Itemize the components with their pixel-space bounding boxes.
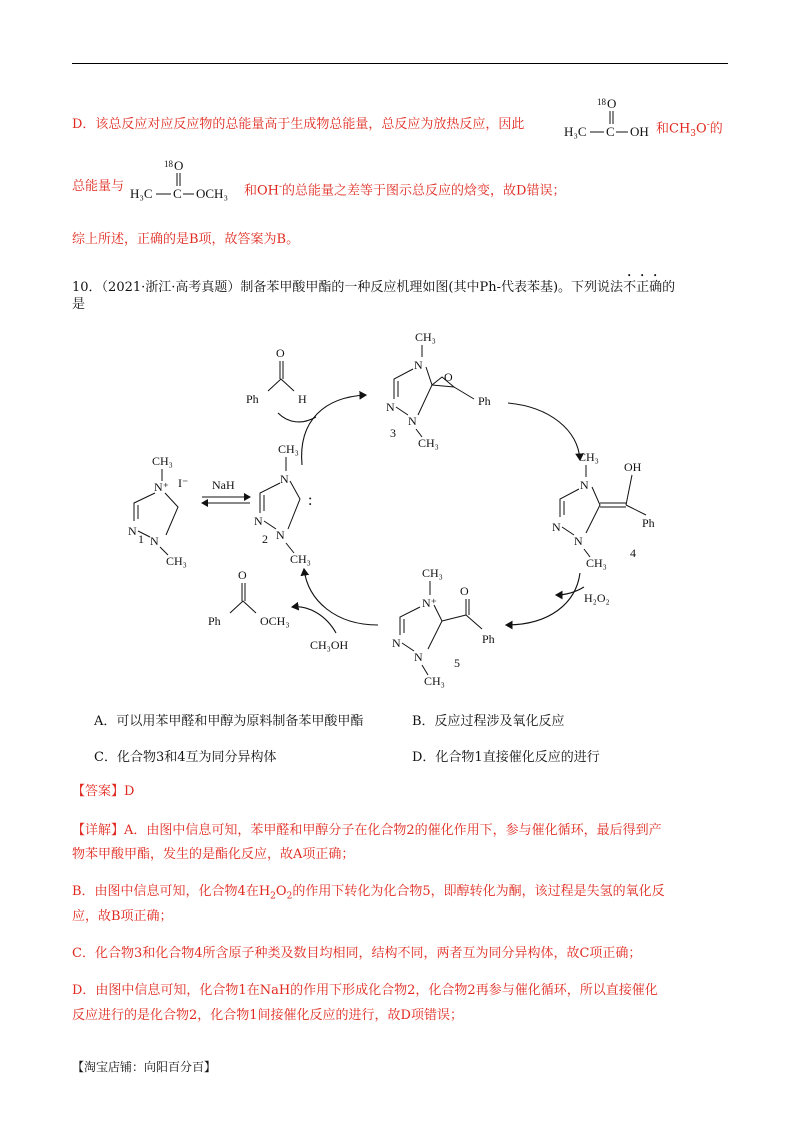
acid-oxygen: O [607,96,617,111]
ester-carbon: C [173,186,182,201]
compound-3 [386,330,491,450]
compound-1-label: 1 [138,532,144,546]
question-stem-line1: 10．（2021·浙江·高考真题）制备苯甲酸甲酯的一种反应机理如图(其中Ph-代表苯基)。下列说法不正确的 [72,280,676,295]
summary-line: 综上所述，正确的是B项，故答案为B。 [72,232,300,247]
svg-text:N⁺: N⁺ [422,596,437,610]
answer-label: 【答案】 [72,784,125,799]
compound-5-label: 5 [454,656,460,670]
svg-text:N: N [128,524,137,538]
svg-text:N: N [150,534,159,548]
carbene-lone-pair: : [308,492,313,509]
svg-text:CH₃: CH₃ [415,330,436,344]
section-d-and1: 和$CH_3O^-$的 [656,120,723,139]
svg-text:Ph: Ph [482,632,495,646]
explanation-b-line2: 应，故B项正确； [72,909,173,924]
compound-5 [392,566,495,688]
svg-text:N: N [280,472,289,486]
svg-text:CH₃: CH₃ [152,454,173,468]
answer-line [72,783,134,801]
svg-text:CH₃: CH₃ [586,556,607,570]
nah-reagent: NaH [212,478,235,492]
compound-4 [552,450,655,570]
option-a: A．可以用苯甲醛和甲醇为原料制备苯甲酸甲酯 [94,714,364,729]
methanol-reagent: CH₃OH [310,638,349,652]
ester-oxygen: O [174,158,184,173]
compound-4-label: 4 [630,546,636,560]
svg-text:N: N [414,650,423,664]
svg-text:N: N [414,358,423,372]
section-d-line2-rest: 和OH-的总能量之差等于图示总反应的焓变，故D错误； [244,182,566,199]
svg-text:N: N [408,414,417,428]
svg-text:Ph: Ph [208,614,221,628]
compound-2-label: 2 [262,532,268,546]
svg-text:OCH₃: OCH₃ [260,614,290,628]
footer-shop-label: 【淘宝店铺：向阳百分百】 [72,1060,217,1074]
svg-text:CH₃: CH₃ [418,436,439,450]
svg-text:CH₃: CH₃ [578,450,599,464]
svg-text:CH₃: CH₃ [424,674,445,688]
svg-text:N: N [254,514,263,528]
benzaldehyde [246,346,307,406]
explanation-c-line: C．化合物3和化合物4所含原子种类及数目均相同，结构不同，两者互为同分异构体，故C项正确； [72,946,642,961]
option-c: C．化合物3和4互为同分异构体 [94,750,277,765]
acid-hydroxyl: OH [630,124,649,139]
question-source: （2021·浙江·高考真题） [101,280,241,295]
svg-text:I⁻: I⁻ [178,476,189,490]
explanation-a-line2: 物苯甲酸甲酯，发生的是酯化反应，故A项正确； [72,847,355,862]
option-d: D．化合物1直接催化反应的进行 [412,750,600,765]
svg-text:CH₃: CH₃ [422,566,443,580]
svg-text:O: O [460,584,469,598]
svg-text:O: O [444,370,453,384]
reaction-mechanism-diagram [110,325,670,695]
ester-methyl: H₃C [130,186,153,201]
svg-text:N⁺: N⁺ [154,480,169,494]
emphasis-not-correct: 不正确 [623,280,663,295]
ester-methoxy: OCH₃ [196,186,228,201]
svg-text:N: N [386,400,395,414]
explanation-b-line1: B．由图中信息可知，化合物4在$H_2O_2$的作用下转化为化合物5，即醇转化为酮，该过程是失氢的氧化反 [72,884,665,902]
svg-text:H: H [298,392,307,406]
h2o2-reagent: H₂O₂ [584,591,610,605]
header-rule [72,63,728,64]
explanation-label: 【详解】 [72,823,125,838]
acid-structure [562,94,654,146]
acid-methyl: H₃C [564,124,587,139]
svg-text:CH₃: CH₃ [278,442,299,456]
explanation-a-line1: 【详解】A．由图中信息可知，苯甲醛和甲醇分子在化合物2的催化作用下，参与催化循环，最后得到产 [72,823,662,838]
explanation-d-line2: 反应进行的是化合物2，化合物1间接催化反应的进行，故D项错误； [72,1008,463,1023]
svg-text:N: N [552,520,561,534]
svg-text:CH₃: CH₃ [166,554,187,568]
question-stem-line2: 是 [72,297,86,312]
svg-text:N: N [574,534,583,548]
acid-isotope: 18 [597,97,606,107]
svg-text:N: N [276,528,285,542]
compound-3-label: 3 [390,426,396,440]
svg-text:N: N [580,478,589,492]
svg-text:Ph: Ph [246,392,259,406]
option-b: B．反应过程涉及氧化反应 [412,714,565,729]
acid-carbon: C [606,124,615,139]
svg-text:N: N [392,636,401,650]
svg-text:O: O [238,568,247,582]
answer-value: D [124,784,135,799]
svg-text:Ph: Ph [478,394,491,408]
ester-structure [128,156,240,208]
question-number: 10． [72,280,102,295]
methyl-benzoate [208,568,290,628]
compound-1 [128,454,188,568]
compound-2 [254,442,312,566]
section-d-line1: D．该总反应对应反应物的总能量高于生成物总能量，总反应为放热反应，因此 [72,117,525,132]
explanation-d-line1: D．由图中信息可知，化合物1在NaH的作用下形成化合物2，化合物2再参与催化循环，所以直接催化 [72,983,658,998]
svg-text:CH₃: CH₃ [290,552,311,566]
svg-text:OH: OH [624,460,642,474]
svg-text:Ph: Ph [642,516,655,530]
ester-isotope: 18 [164,159,173,169]
section-d-line2-start: 总能量与 [72,179,125,194]
svg-text:O: O [276,346,285,360]
